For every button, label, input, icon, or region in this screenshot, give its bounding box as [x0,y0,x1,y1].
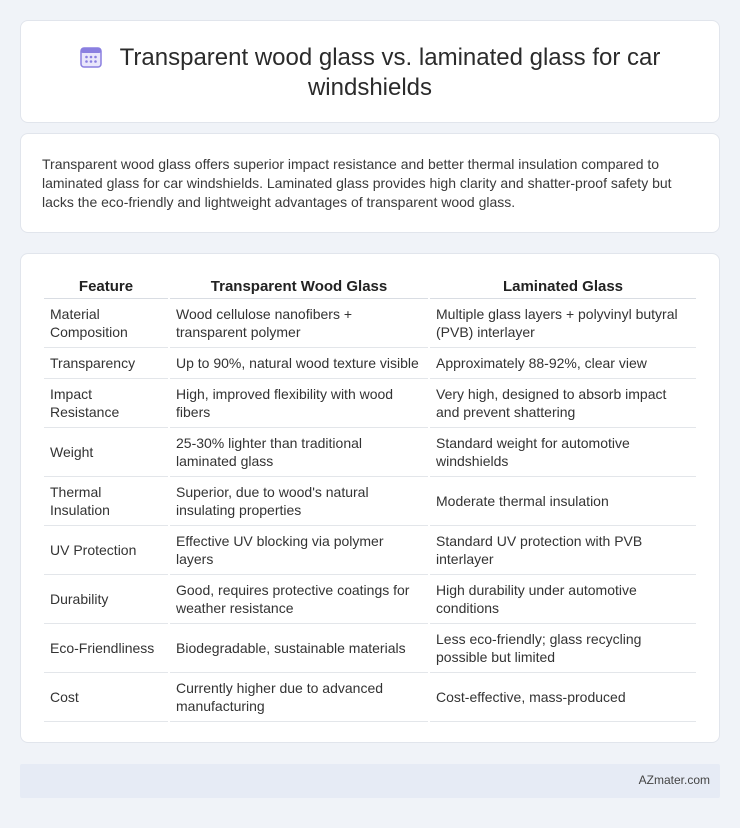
laminated-cell: Less eco-friendly; glass recycling possible but limited [430,624,696,673]
transparent-wood-cell: Currently higher due to advanced manufacturing [170,673,428,722]
table-row [44,526,696,575]
transparent-wood-cell: Superior, due to wood's natural insulating properties [170,477,428,526]
laminated-cell: Cost-effective, mass-produced [430,673,696,722]
title-card [20,20,720,123]
transparent-wood-cell: Up to 90%, natural wood texture visible [170,348,428,379]
table-row [44,348,696,379]
table-row [44,428,696,477]
feature-cell: Durability [44,575,168,624]
footer-site-name: AZmater.com [638,773,710,787]
table-row [44,379,696,428]
laminated-cell: Standard weight for automotive windshields [430,428,696,477]
summary-card [20,133,720,233]
header-laminated-glass: Laminated Glass [430,275,696,299]
transparent-wood-cell: Good, requires protective coatings for weather resistance [170,575,428,624]
table-row [44,575,696,624]
table-row [44,624,696,673]
calendar-icon [80,46,102,68]
transparent-wood-cell: 25-30% lighter than traditional laminated glass [170,428,428,477]
laminated-cell: Moderate thermal insulation [430,477,696,526]
transparent-wood-cell: Effective UV blocking via polymer layers [170,526,428,575]
laminated-cell: High durability under automotive conditions [430,575,696,624]
header-feature: Feature [44,275,168,299]
table-header-row [44,275,696,299]
laminated-cell: Multiple glass layers + polyvinyl butyral (PVB) interlayer [430,299,696,348]
laminated-cell: Very high, designed to absorb impact and prevent shattering [430,379,696,428]
page-title-wrap [21,43,719,103]
table-row [44,477,696,526]
footer [20,764,720,798]
transparent-wood-cell: Wood cellulose nanofibers + transparent polymer [170,299,428,348]
transparent-wood-cell: Biodegradable, sustainable materials [170,624,428,673]
feature-cell: Material Composition [44,299,168,348]
feature-cell: Transparency [44,348,168,379]
comparison-table [42,275,698,722]
header-transparent-wood-glass: Transparent Wood Glass [170,275,428,299]
table-row [44,299,696,348]
feature-cell: Impact Resistance [44,379,168,428]
table-row [44,673,696,722]
feature-cell: Weight [44,428,168,477]
transparent-wood-cell: High, improved flexibility with wood fibers [170,379,428,428]
feature-cell: UV Protection [44,526,168,575]
page-title: Transparent wood glass vs. laminated glass for car windshields [119,44,661,101]
comparison-card [20,253,720,743]
feature-cell: Eco-Friendliness [44,624,168,673]
feature-cell: Cost [44,673,168,722]
laminated-cell: Approximately 88-92%, clear view [430,348,696,379]
laminated-cell: Standard UV protection with PVB interlayer [430,526,696,575]
summary-text: Transparent wood glass offers superior impact resistance and better thermal insulation compared to laminated glass for car windshields. Laminated glass provides high clarity and shatter-proof safety but lacks the eco-friendly and lightweight advantages of transparent wood glass. [42,156,672,210]
feature-cell: Thermal Insulation [44,477,168,526]
